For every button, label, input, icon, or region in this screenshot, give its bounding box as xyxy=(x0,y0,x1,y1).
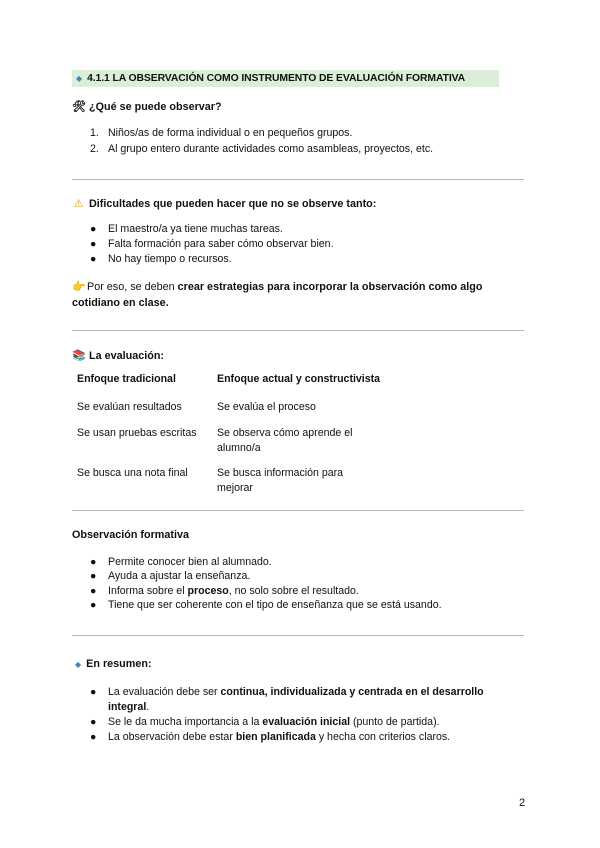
list-marker: 1. xyxy=(90,127,99,139)
text-run-bold: integral xyxy=(108,701,147,713)
bullet-icon: ● xyxy=(90,253,97,265)
text-run: . xyxy=(146,701,150,713)
list-text xyxy=(108,599,442,611)
conclusion-prefix: Por eso, se deben xyxy=(87,281,178,293)
table-cell: Se usan pruebas escritas xyxy=(77,427,197,439)
bullet-icon: ● xyxy=(90,716,97,728)
diamond-bullet-icon: ◆ xyxy=(75,659,82,669)
evaluation-title-text: La evaluación: xyxy=(89,349,165,362)
summary-title-text: En resumen: xyxy=(86,658,152,670)
text-run: (punto de partida). xyxy=(350,716,440,728)
table-cell xyxy=(217,456,392,496)
text-run: La observación debe estar xyxy=(108,731,236,743)
list-text: No hay tiempo o recursos. xyxy=(108,253,232,265)
table-row xyxy=(72,391,392,416)
list-marker: 2. xyxy=(90,143,99,155)
bullet-icon: ● xyxy=(90,238,97,250)
text-run-bold: bien planificada xyxy=(235,731,316,743)
list-text: El maestro/a ya tiene muchas tareas. xyxy=(108,223,283,235)
section-heading xyxy=(72,70,499,87)
difficulties-title xyxy=(72,197,376,210)
conclusion-paragraph xyxy=(72,279,512,311)
conclusion-bold-cont: cotidiano en clase. xyxy=(72,297,169,309)
bullet-icon: ● xyxy=(90,223,97,235)
bullet-icon: ● xyxy=(90,556,97,568)
list-text xyxy=(108,731,450,743)
divider xyxy=(72,179,524,180)
list-text xyxy=(108,556,272,568)
text-run: , no solo sobre el resultado. xyxy=(228,585,359,597)
table-cell: Se evalúan resultados xyxy=(77,401,182,413)
table-cell xyxy=(217,416,392,456)
bullet-icon: ● xyxy=(90,599,97,611)
pointing-hand-icon: 👉 xyxy=(72,281,86,293)
list-text xyxy=(108,585,359,597)
cell-line: Se evalúa el proceso xyxy=(217,401,316,413)
text-run-bold: continua, individualizada y centrada en el desarrollo xyxy=(220,686,484,698)
cell-line: alumno/a xyxy=(217,442,261,454)
section-number: 4.1.1 xyxy=(87,73,110,84)
column-header: Enfoque actual y constructivista xyxy=(217,373,381,385)
text-run-bold: evaluación inicial xyxy=(262,716,351,728)
difficulties-title-text: Dificultades que pueden hacer que no se observe tanto: xyxy=(89,197,377,210)
observe-title xyxy=(72,100,222,113)
bullet-icon: ● xyxy=(90,570,97,582)
cell-line: Se observa cómo aprende el xyxy=(217,427,353,439)
conclusion-bold: crear estrategias para incorporar la observación como algo xyxy=(177,281,483,293)
tools-icon: 🛠 xyxy=(72,101,86,113)
summary-title xyxy=(72,658,152,670)
formative-title: Observación formativa xyxy=(72,529,190,541)
list-text xyxy=(108,701,149,713)
column-header: Enfoque tradicional xyxy=(77,373,176,385)
diamond-bullet-icon: ◆ xyxy=(76,74,83,83)
evaluation-table xyxy=(72,373,392,496)
divider xyxy=(72,330,524,331)
evaluation-title xyxy=(72,349,164,362)
text-run: Se le da mucha importancia a la xyxy=(108,716,263,728)
divider xyxy=(72,510,524,511)
table-row xyxy=(72,456,392,496)
list-text xyxy=(108,716,440,728)
warning-icon: ⚠ xyxy=(73,198,84,210)
list-text: Niños/as de forma individual o en pequeños grupos. xyxy=(108,127,353,139)
list-text: Al grupo entero durante actividades como asambleas, proyectos, etc. xyxy=(108,143,434,155)
cell-line: Se busca información para xyxy=(217,467,344,479)
table-cell: Se busca una nota final xyxy=(77,467,188,479)
table-cell xyxy=(217,391,392,416)
section-title: LA OBSERVACIÓN COMO INSTRUMENTO DE EVALUACIÓN FORMATIVA xyxy=(112,73,466,84)
books-icon: 📚 xyxy=(72,350,86,362)
list-text xyxy=(108,686,484,698)
text-run: Tiene que ser coherente con el tipo de enseñanza que se está usando. xyxy=(108,599,442,611)
text-run-bold: proceso xyxy=(187,585,229,597)
cell-line: mejorar xyxy=(217,482,253,494)
text-run: La evaluación debe ser xyxy=(108,686,221,698)
text-run: Permite conocer bien al alumnado. xyxy=(108,556,272,568)
bullet-icon: ● xyxy=(90,731,97,743)
observe-title-text: ¿Qué se puede observar? xyxy=(89,100,222,113)
list-text xyxy=(108,570,250,582)
list-text: Falta formación para saber cómo observar bien. xyxy=(108,238,334,250)
bullet-icon: ● xyxy=(90,585,97,597)
table-row xyxy=(72,416,392,456)
divider xyxy=(72,635,524,636)
text-run: Informa sobre el xyxy=(108,585,188,597)
table-header-row xyxy=(72,373,392,391)
text-run: Ayuda a ajustar la enseñanza. xyxy=(108,570,251,582)
bullet-icon: ● xyxy=(90,686,97,698)
text-run: y hecha con criterios claros. xyxy=(315,731,451,743)
page-number: 2 xyxy=(519,797,526,809)
